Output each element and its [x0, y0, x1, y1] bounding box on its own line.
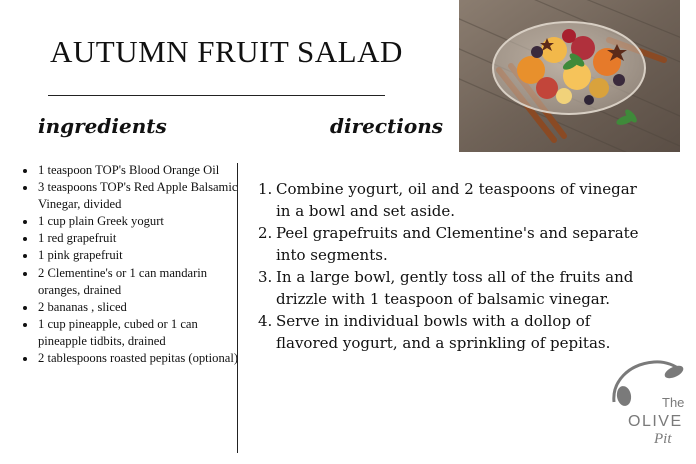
direction-step	[258, 310, 648, 354]
olive-pit-logo	[606, 358, 688, 458]
step-number: 1.	[258, 180, 273, 198]
step-text: Combine yogurt, oil and 2 teaspoons of vinegar in a bowl and set aside.	[276, 180, 637, 220]
step-text: In a large bowl, gently toss all of the fruits and drizzle with 1 teaspoon of balsamic vinegar.	[276, 268, 634, 308]
fruit-salad-photo	[459, 0, 680, 152]
direction-step	[258, 266, 648, 310]
ingredient-item: • 2 tablespoons roasted pepitas (optional)	[37, 350, 249, 367]
step-text: Serve in individual bowls with a dollop of flavored yogurt, and a sprinkling of pepitas.	[276, 312, 611, 352]
recipe-title: AUTUMN FRUIT SALAD	[50, 34, 403, 69]
ingredients-list	[20, 162, 249, 367]
logo-olive: OLIVE	[628, 413, 683, 430]
direction-step	[258, 178, 648, 222]
ingredient-item: • 1 red grapefruit	[37, 230, 249, 247]
ingredient-item: • 1 cup plain Greek yogurt	[37, 213, 249, 230]
logo-the: The	[662, 395, 685, 410]
directions-list	[258, 178, 648, 354]
ingredient-item: • 3 teaspoons TOP's Red Apple Balsamic Vinegar, divided	[37, 179, 249, 213]
ingredient-item: • 2 bananas , sliced	[37, 299, 249, 316]
step-number: 4.	[258, 312, 273, 330]
logo-pit: Pit	[654, 431, 672, 447]
ingredient-item: • 1 teaspoon TOP's Blood Orange Oil	[37, 162, 249, 179]
fruit-salad-bowl-photo	[459, 0, 680, 152]
ingredient-item: • 2 Clementine's or 1 can mandarin oranges, drained	[37, 265, 249, 299]
olive-branch-icon	[606, 358, 688, 458]
step-number: 3.	[258, 268, 273, 286]
ingredients-heading: ingredients	[38, 114, 167, 138]
ingredient-item: • 1 cup pineapple, cubed or 1 can pineapple tidbits, drained	[37, 316, 249, 350]
ingredient-item: • 1 pink grapefruit	[37, 247, 249, 264]
step-number: 2.	[258, 224, 273, 242]
direction-step	[258, 222, 648, 266]
title-divider	[48, 95, 385, 96]
step-text: Peel grapefruits and Clementine's and separate into segments.	[276, 224, 639, 264]
directions-heading: directions	[330, 114, 443, 138]
